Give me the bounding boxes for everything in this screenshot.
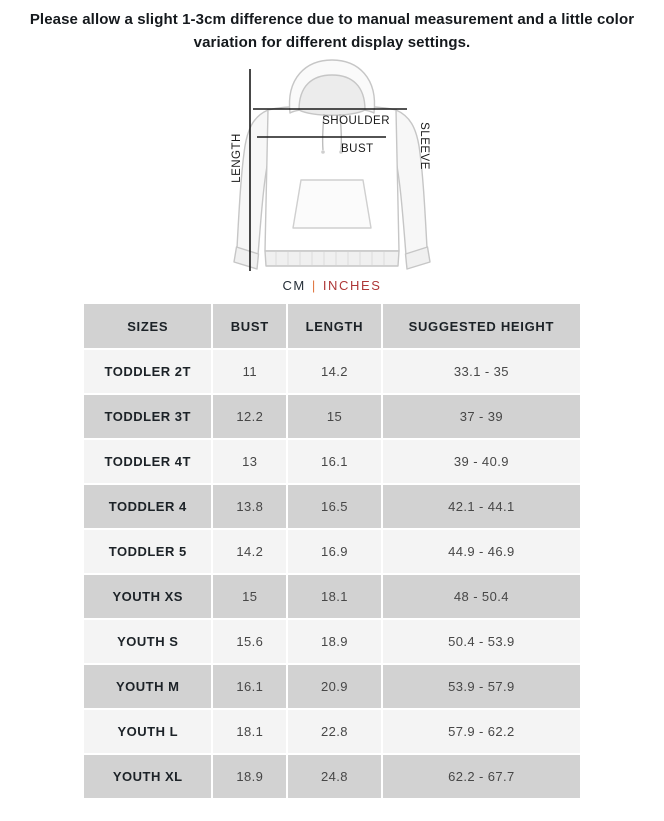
table-row [83,709,581,754]
hoodie-measurement-diagram [0,56,664,274]
height-cell: 44.9 - 46.9 [382,529,581,574]
table-row [83,484,581,529]
size-cell: YOUTH XS [83,574,212,619]
bust-cell: 18.9 [212,754,287,799]
table-row [83,619,581,664]
height-cell: 50.4 - 53.9 [382,619,581,664]
length-cell: 16.9 [287,529,382,574]
table-row [83,349,581,394]
hoodie-image [234,60,430,269]
length-cell: 24.8 [287,754,382,799]
length-label: LENGTH [231,133,243,183]
table-header-row [83,303,581,349]
bust-cell: 13 [212,439,287,484]
column-header-length: LENGTH [287,303,382,349]
unit-separator: | [311,278,317,293]
unit-inches-button[interactable]: INCHES [322,278,382,293]
length-cell: 18.9 [287,619,382,664]
length-cell: 15 [287,394,382,439]
table-row [83,754,581,799]
column-header-bust: BUST [212,303,287,349]
column-header-sizes: SIZES [83,303,212,349]
height-cell: 37 - 39 [382,394,581,439]
size-cell: YOUTH L [83,709,212,754]
length-cell: 18.1 [287,574,382,619]
size-cell: TODDLER 5 [83,529,212,574]
bust-cell: 11 [212,349,287,394]
height-cell: 42.1 - 44.1 [382,484,581,529]
unit-cm-button[interactable]: CM [282,278,306,293]
bust-cell: 18.1 [212,709,287,754]
size-chart-table [82,302,582,800]
size-cell: TODDLER 3T [83,394,212,439]
length-cell: 22.8 [287,709,382,754]
table-row [83,574,581,619]
table-row [83,529,581,574]
bust-cell: 12.2 [212,394,287,439]
table-row [83,394,581,439]
measurement-disclaimer: Please allow a slight 1-3cm difference due to manual measurement and a little color variation for different display settings. [29,11,635,51]
size-diagram [0,56,664,274]
height-cell: 62.2 - 67.7 [382,754,581,799]
height-cell: 33.1 - 35 [382,349,581,394]
bust-cell: 13.8 [212,484,287,529]
length-cell: 16.5 [287,484,382,529]
table-row [83,439,581,484]
height-cell: 39 - 40.9 [382,439,581,484]
bust-cell: 14.2 [212,529,287,574]
height-cell: 48 - 50.4 [382,574,581,619]
shoulder-label: SHOULDER [322,115,390,127]
length-cell: 14.2 [287,349,382,394]
size-cell: YOUTH M [83,664,212,709]
length-cell: 16.1 [287,439,382,484]
unit-toggle [0,278,664,293]
size-cell: TODDLER 4 [83,484,212,529]
size-cell: TODDLER 2T [83,349,212,394]
column-header-suggested-height: SUGGESTED HEIGHT [382,303,581,349]
size-cell: YOUTH S [83,619,212,664]
size-cell: YOUTH XL [83,754,212,799]
bust-label: BUST [341,143,374,155]
length-cell: 20.9 [287,664,382,709]
bust-cell: 15 [212,574,287,619]
bust-cell: 16.1 [212,664,287,709]
height-cell: 57.9 - 62.2 [382,709,581,754]
sleeve-label: SLEEVE [418,122,430,170]
table-row [83,664,581,709]
height-cell: 53.9 - 57.9 [382,664,581,709]
size-cell: TODDLER 4T [83,439,212,484]
bust-cell: 15.6 [212,619,287,664]
